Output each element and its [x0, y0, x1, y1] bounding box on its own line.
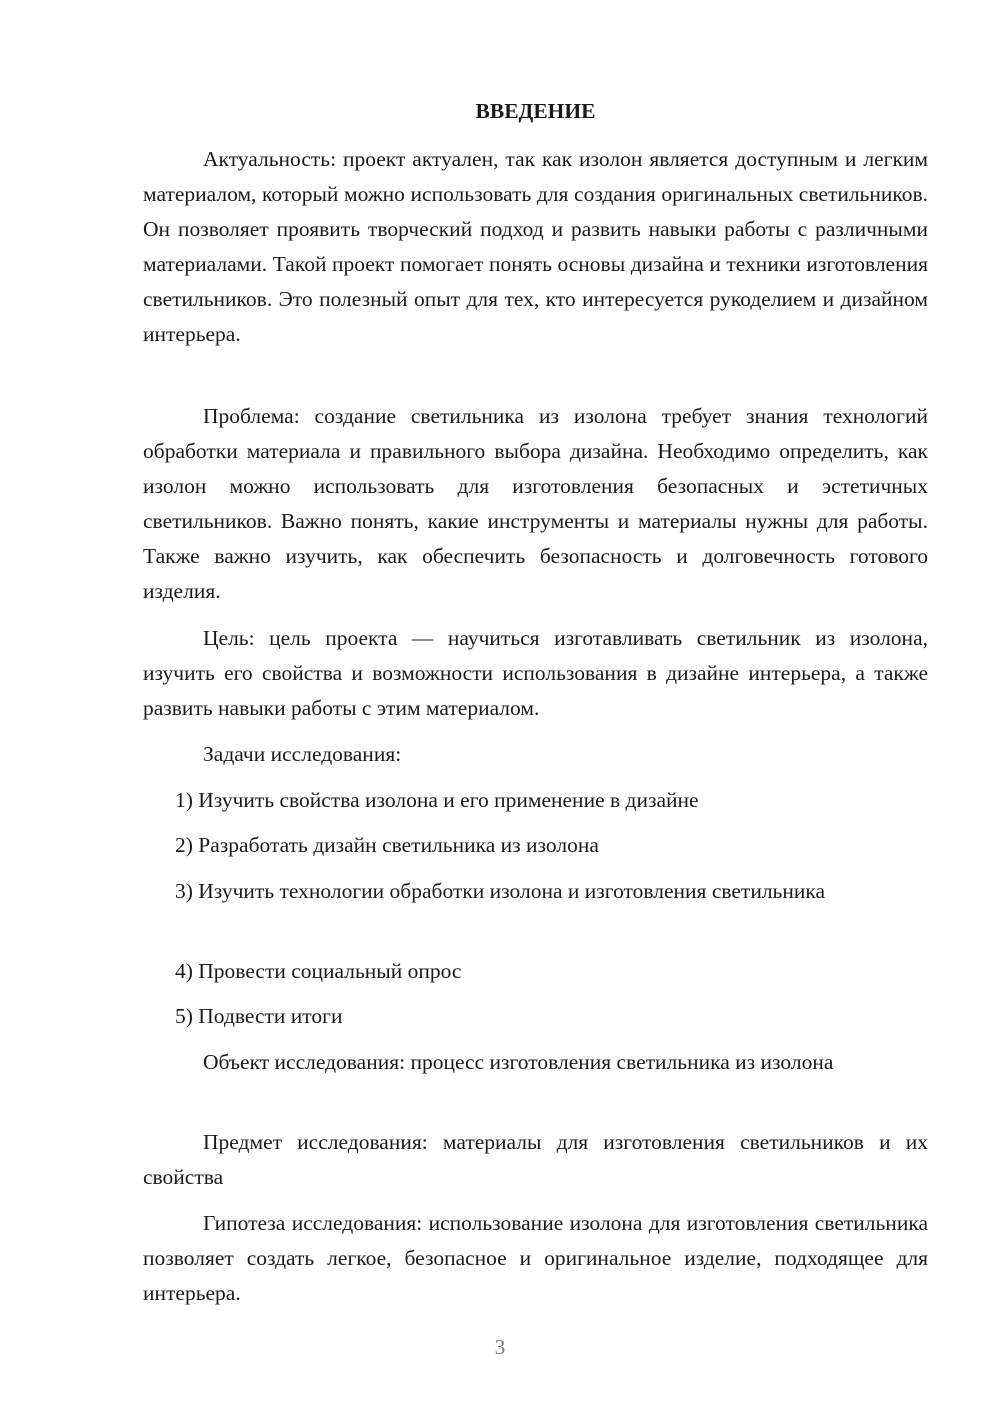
goal-paragraph: Цель: цель проекта — научиться изготавливать светильник из изолона, изучить его свойства и возможности использования в дизайне интерьера, а также развить навыки работы с этим материалом.	[143, 626, 928, 720]
task-item-5: 5) Подвести итоги	[175, 1004, 343, 1028]
section-title: ВВЕДЕНИЕ	[475, 99, 596, 123]
problem-paragraph: Проблема: создание светильника из изолона требует знания технологий обработки материала и правильного выбора дизайна. Необходимо определить, как изолон можно использовать для изготовления безопасных и эстетичных светильников. Важно понять, какие инструменты и материалы нужны для работы. Также важно изучить, как обеспечить безопасность и долговечность готового изделия.	[143, 404, 928, 603]
task-item-1: 1) Изучить свойства изолона и его применение в дизайне	[175, 788, 699, 812]
relevance-paragraph: Актуальность: проект актуален, так как изолон является доступным и легким материалом, который можно использовать для создания оригинальных светильников. Он позволяет проявить творческий подход и развить навыки работы с различными материалами. Такой проект помогает понять основы дизайна и техники изготовления светильников. Это полезный опыт для тех, кто интересуется рукоделием и дизайном интерьера.	[143, 147, 928, 346]
task-item-4: 4) Провести социальный опрос	[175, 959, 462, 983]
tasks-heading: Задачи исследования:	[203, 742, 402, 766]
page-number: 3	[494, 1335, 506, 1359]
object-paragraph: Объект исследования: процесс изготовления светильника из изолона	[203, 1050, 834, 1074]
task-item-2: 2) Разработать дизайн светильника из изолона	[175, 833, 599, 857]
subject-paragraph: Предмет исследования: материалы для изготовления светильников и их свойства	[143, 1130, 928, 1189]
task-item-3: 3) Изучить технологии обработки изолона и изготовления светильника	[175, 879, 826, 903]
hypothesis-paragraph: Гипотеза исследования: использование изолона для изготовления светильника позволяет создать легкое, безопасное и оригинальное изделие, подходящее для интерьера.	[143, 1211, 928, 1305]
